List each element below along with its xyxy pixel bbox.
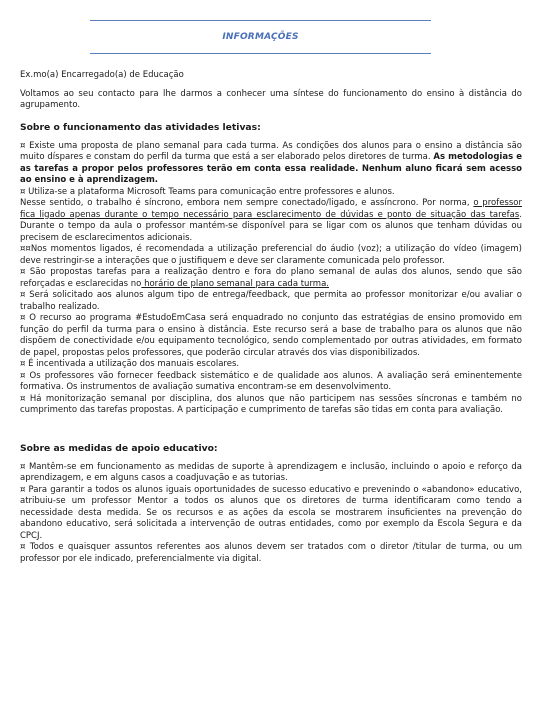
underlined-text: horário de plano semanal para cada turma. bbox=[141, 278, 329, 289]
paragraph-weekly-plan bbox=[20, 141, 522, 187]
paragraph-monitoring: ¤ Há monitorização semanal por disciplina, dos alunos que não participem nas sessões síncronas e também no cumprimento das tarefas propostas. A participação e cumprimento de tarefas são tidas em conta para avaliação. bbox=[20, 393, 522, 415]
emphasis-text: As metodologias e as tarefas a propor pelos professores terão em conta essa realidade. Nenhum aluno ficará sem acesso ao ensino e à aprendizagem. bbox=[20, 152, 522, 185]
document-body bbox=[20, 70, 522, 565]
paragraph-support-measures: ¤ Mantêm-se em funcionamento as medidas de suporte à aprendizagem e inclusão, incluindo o apoio e reforço da aprendizagem, e em alguns casos a coadjuvação e as tutorias. bbox=[20, 461, 522, 483]
paragraph-tasks bbox=[20, 267, 522, 290]
header-rule-bottom bbox=[90, 53, 431, 54]
paragraph-text: ¤ Existe uma proposta de plano semanal para cada turma. As condições dos alunos para o ensino a distância são muito díspares e constam do perfil da turma que está a ser elaborado pelos diretores de turma. bbox=[20, 140, 522, 162]
paragraph-mentor: ¤ Para garantir a todos os alunos iguais oportunidades de sucesso educativo e prevenindo o «abandono» educativo, atribuiu-se um professor Mentor a todos os alunos que os diretores de turma identificaram como tendo a necessidade desta medida. Se os recursos e as ações da escola se mostrarem insuficientes na prevenção do abandono educativo, será solicitada a intervenção de outras entidades, como por exemplo da Escola Segura e da CPCJ. bbox=[20, 484, 522, 541]
paragraph-synchronous bbox=[20, 198, 522, 244]
paragraph-manuals: ¤ É incentivada a utilização dos manuais escolares. bbox=[20, 359, 240, 369]
header-rule-top bbox=[90, 20, 431, 21]
paragraph-audio: ¤¤Nos momentos ligados, é recomendada a utilização preferencial do áudio (voz); a utilização do vídeo (imagem) deve restringir-se a interações que o justifiquem e deve ser claramente comunicada pelo professor. bbox=[20, 244, 522, 266]
paragraph-formative-feedback: ¤ Os professores vão fornecer feedback sistemático e de qualidade aos alunos. A avaliação será eminentemente formativa. Os instrumentos de avaliação sumativa encontram-se em desenvolvimento. bbox=[20, 370, 522, 392]
paragraph-estudo-em-casa: ¤ O recurso ao programa #EstudoEmCasa será enquadrado no conjunto das estratégias de ensino promovido em função do perfil da turma para o ensino à distância. Este recurso será a base de trabalho para os alunos que não dispõem de conectividade e/ou equipamento tecnológico, sendo complementado por outras atividades, em formato de papel, propostas pelos professores, que poderão circular através dos vias disponibilizados. bbox=[20, 313, 522, 358]
section-heading-support: Sobre as medidas de apoio educativo: bbox=[20, 442, 218, 454]
salutation: Ex.mo(a) Encarregado(a) de Educação bbox=[20, 70, 184, 80]
intro-paragraph: Voltamos ao seu contacto para lhe darmos a conhecer uma síntese do funcionamento do ensino à distância do agrupamento. bbox=[20, 88, 522, 110]
underlined-text: o professor fica ligado apenas durante o tempo necessário para esclarecimento de dúvidas e ponto de situação das tarefas bbox=[20, 198, 522, 220]
paragraph-text: Nesse sentido, o trabalho é síncrono, embora nem sempre conectado/ligado, e assíncrono. Por norma, bbox=[20, 198, 474, 208]
paragraph-teams: ¤ Utiliza-se a plataforma Microsoft Teams para comunicação entre professores e alunos. bbox=[20, 186, 395, 197]
paragraph-text: ¤ São propostas tarefas para a realização dentro e fora do plano semanal de aulas dos alunos, sendo que são reforçadas e esclarecidas no bbox=[20, 267, 522, 289]
paragraph-contacts: ¤ Todos e quaisquer assuntos referentes aos alunos devem ser tratados com o diretor /titular de turma, ou um professor por ele indicado, preferencialmente via digital. bbox=[20, 542, 522, 564]
paragraph-text: . Durante o tempo da aula o professor mantém-se disponível para se ligar com os alunos que tenham dúvidas ou precisem de esclarecimentos adicionais. bbox=[20, 209, 522, 243]
page-title: INFORMAÇÕES bbox=[222, 32, 299, 42]
section-heading-activities: Sobre o funcionamento das atividades letivas: bbox=[20, 121, 261, 133]
paragraph-feedback-request: ¤ Será solicitado aos alunos algum tipo de entrega/feedback, que permita ao professor monitorizar e/ou avaliar o trabalho realizado. bbox=[20, 290, 522, 312]
